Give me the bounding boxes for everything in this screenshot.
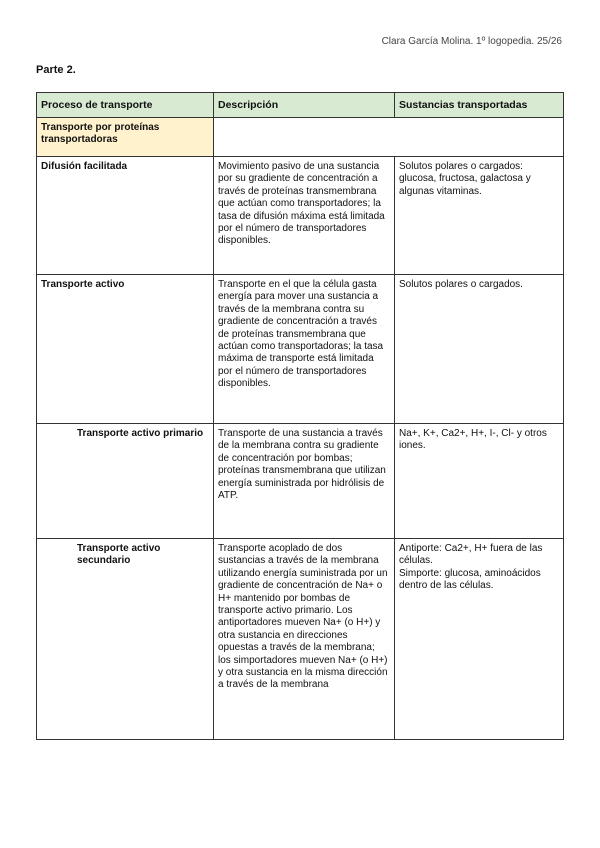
row-process: Transporte activo: [37, 275, 214, 424]
table-row: [37, 275, 564, 424]
part-title: Parte 2.: [36, 64, 76, 76]
row-substances: Na+, K+, Ca2+, H+, I-, Cl- y otros iones.: [395, 424, 564, 539]
table-row: [37, 424, 564, 539]
row-process: Difusión facilitada: [37, 157, 214, 275]
section-empty-cell: [214, 118, 564, 157]
header-description: Descripción: [214, 93, 395, 118]
substances-line-antiporte: Antiporte: Ca2+, H+ fuera de las células.: [399, 543, 543, 567]
table-header-row: [37, 93, 564, 118]
row-description: Transporte de una sustancia a través de la membrana contra su gradiente de concentración por bombas; proteínas transmembrana que utilizan energía suministrada por hidrólisis de ATP.: [214, 424, 395, 539]
substances-line-simporte: Simporte: glucosa, aminoácidos dentro de las células.: [399, 567, 541, 592]
header-process: Proceso de transporte: [37, 93, 214, 118]
row-description: Transporte acoplado de dos sustancias a través de la membrana utilizando energía suministrada por un gradiente de concentración de Na+ o H+ mantenido por bombas de transporte activo primario. Los antiportadores mueven Na+ (o H+) y otra sustancia en direcciones opuestas a través de la membrana; los simportadores mueven Na+ (o H+) y otra sustancia en la misma dirección a través de la membrana: [214, 539, 395, 740]
transport-table: [36, 92, 564, 740]
section-label: Transporte por proteínas transportadoras: [37, 118, 214, 157]
section-row: [37, 118, 564, 157]
row-substances: Solutos polares o cargados: glucosa, fructosa, galactosa y algunas vitaminas.: [395, 157, 564, 275]
row-process: Transporte activo secundario: [37, 539, 214, 740]
row-process: Transporte activo primario: [37, 424, 214, 539]
row-description: Movimiento pasivo de una sustancia por su gradiente de concentración a través de proteínas transmembrana que actúan como transportadores; la tasa de difusión máxima está limitada por el número de transportadores disponibles.: [214, 157, 395, 275]
row-substances: [395, 539, 564, 740]
header-note: Clara García Molina. 1º logopedia. 25/26: [381, 36, 562, 47]
row-description: Transporte en el que la célula gasta energía para mover una sustancia a través de la membrana contra su gradiente de concentración a través de proteínas transmembrana que actúan como transportadoras; la tasa máxima de transporte está limitada por el número de transportadores disponibles.: [214, 275, 395, 424]
header-substances: Sustancias transportadas: [395, 93, 564, 118]
table-row: [37, 539, 564, 740]
table-row: [37, 157, 564, 275]
row-substances: Solutos polares o cargados.: [395, 275, 564, 424]
